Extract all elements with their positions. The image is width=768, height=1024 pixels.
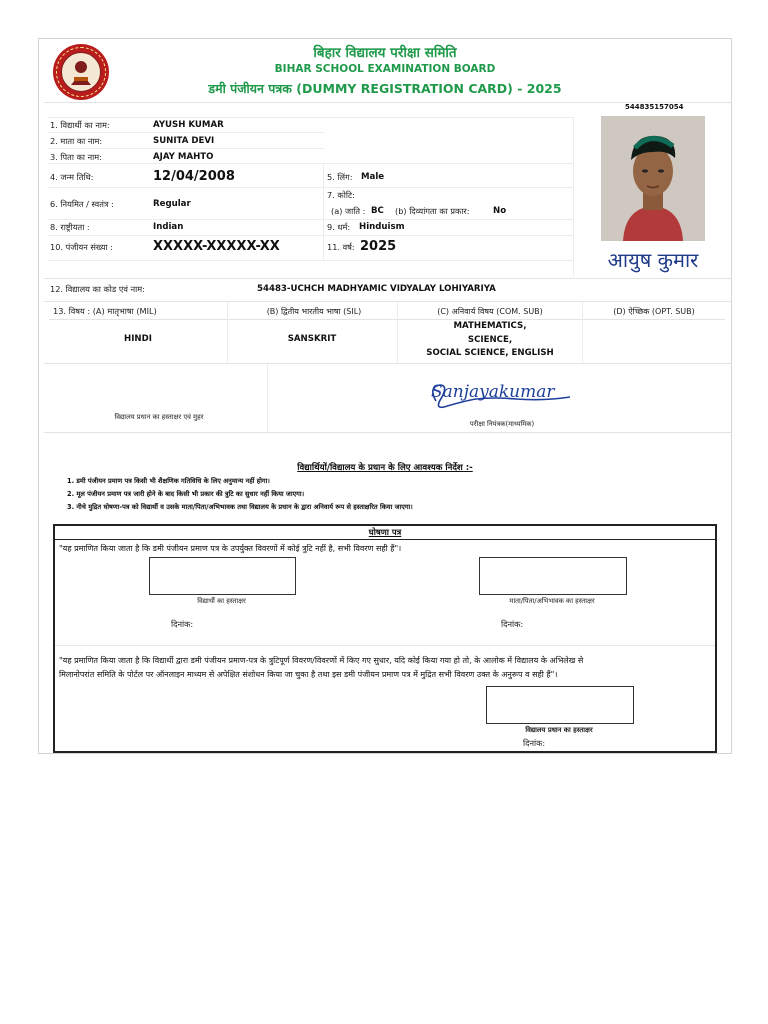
principal-date-label: दिनांक: [523, 738, 546, 748]
sil-value: SANSKRIT [287, 334, 337, 344]
declaration-box [53, 524, 717, 753]
student-signature: आयुष कुमार [607, 248, 699, 272]
parent-signature-box[interactable] [479, 557, 627, 595]
father-name-value: AJAY MAHTO [153, 152, 214, 162]
sil-header: (B) द्वितीय भारतीय भाषा (SIL) [266, 307, 362, 316]
reg-number: 544835157054 [625, 103, 684, 111]
board-name-english: BIHAR SCHOOL EXAMINATION BOARD [274, 63, 496, 75]
category-label: 7. कोटि: [327, 190, 355, 200]
declaration-title: घोषणा पत्र [368, 527, 402, 537]
parent-sign-label: माता/पिता/अभिभावक का हस्ताक्षर [509, 597, 595, 605]
caste-value: BC [371, 206, 384, 216]
mother-name-label: 2. माता का नाम: [50, 136, 103, 146]
gender-label: 5. लिंग: [327, 172, 353, 182]
opt-header: (D) ऐच्छिक (OPT. SUB) [613, 307, 695, 316]
board-name-hindi: बिहार विद्यालय परीक्षा समिति [313, 45, 457, 61]
nationality-value: Indian [153, 222, 184, 232]
card-title: डमी पंजीयन पत्रक (DUMMY REGISTRATION CARD) - 2025 [208, 81, 562, 96]
registration-no-label: 10. पंजीयन संख्या : [50, 242, 113, 252]
principal-sign-label-2: विद्यालय प्रधान का हस्ताक्षर [525, 726, 593, 734]
dob-label: 4. जन्म तिथि: [50, 172, 94, 182]
controller-signature: Sanjayakumar [431, 382, 555, 402]
disability-label: (b) दिव्यांगता का प्रकार: [395, 206, 470, 216]
declaration-text-2: "यह प्रमाणित किया जाता है कि विद्यार्थी द्वारा डमी पंजीयन प्रमाण-पत्र के त्रुटिपूर्ण विवरण/विवरणों में किए गए सुधार, यदि कोई किया गया हो तो, के आलोक में विद्यालय के अभिलेख से मिलानोपरांत समिति के पोर्टल पर ऑनलाइन माध्यम से अपेक्षित संशोधन किया जा चुका है तथा इस डमी पंजीयन प्रमाण पत्र में मुद्रित सभी विवरण उक्त के अनुरूप व सही हैं"। [59, 656, 584, 679]
parent-date-label: दिनांक: [501, 619, 524, 629]
instructions-title: विद्यार्थियों/विद्यालय के प्रधान के लिए आवश्यक निर्देश :- [297, 463, 473, 473]
student-name-value: AYUSH KUMAR [153, 120, 224, 130]
instruction-item: 3. नीचे मुद्रित घोषणा-पत्र को विद्यार्थी व उसके माता/पिता/अभिभावक तथा विद्यालय के प्रधान के द्वारा अनिवार्य रूप से हस्ताक्षरित किया जाएगा। [67, 503, 413, 511]
school-value: 54483-UCHCH MADHYAMIC VIDYALAY LOHIYARIYA [257, 284, 496, 294]
nationality-label: 8. राष्ट्रीयता : [50, 222, 90, 232]
religion-label: 9. धर्म: [327, 222, 351, 232]
year-label: 11. वर्ष: [327, 242, 355, 252]
caste-label: (a) जाति : [331, 206, 366, 216]
mother-name-value: SUNITA DEVI [153, 136, 215, 146]
student-photo [601, 116, 705, 241]
dob-value: 12/04/2008 [153, 169, 235, 184]
student-name-label: 1. विद्यार्थी का नाम: [50, 120, 110, 130]
instruction-item: 1. डमी पंजीयन प्रमाण पत्र किसी भी शैक्षणिक गतिविधि के लिए अनुमान्य नहीं होगा। [67, 477, 270, 485]
principal-sign-label: विद्यालय प्रधान का हस्ताक्षर एवं मुहर [114, 413, 204, 421]
mil-value: HINDI [124, 334, 152, 344]
disability-value: No [493, 206, 507, 216]
principal-signature-box[interactable] [486, 686, 634, 724]
com-header: (C) अनिवार्य विषय (COM. SUB) [437, 307, 543, 316]
religion-value: Hinduism [359, 222, 405, 232]
instruction-item: 2. मूल पंजीयन प्रमाण पत्र जारी होने के बाद किसी भी प्रकार की त्रुटि का सुधार नहीं किया जाएगा। [67, 490, 305, 498]
regularity-value: Regular [153, 199, 191, 209]
student-sign-label: विद्यार्थी का हस्ताक्षर [197, 597, 246, 605]
com-value: MATHEMATICS, SCIENCE, SOCIAL SCIENCE, ENGLISH [426, 321, 554, 358]
registration-card [38, 38, 732, 754]
declaration-text-1: "यह प्रमाणित किया जाता है कि डमी पंजीयन प्रमाण पत्र के उपर्युक्त विवरणों में कोई त्रुटि नहीं है, सभी विवरण सही हैं"। [59, 544, 402, 553]
father-name-label: 3. पिता का नाम: [50, 152, 102, 162]
year-value: 2025 [360, 239, 397, 254]
student-date-label: दिनांक: [171, 619, 194, 629]
gender-value: Male [361, 172, 385, 182]
student-signature-box[interactable] [149, 557, 296, 595]
school-label: 12. विद्यालय का कोड एवं नाम: [50, 284, 145, 294]
controller-label: परीक्षा नियंत्रक(माध्यमिक) [469, 420, 535, 428]
registration-no-value: XXXXX-XXXXX-XX [153, 239, 280, 254]
subjects-label: 13. विषय : (A) मातृभाषा (MIL) [53, 306, 157, 316]
regularity-label: 6. नियमित / स्वतंत्र : [50, 199, 114, 209]
